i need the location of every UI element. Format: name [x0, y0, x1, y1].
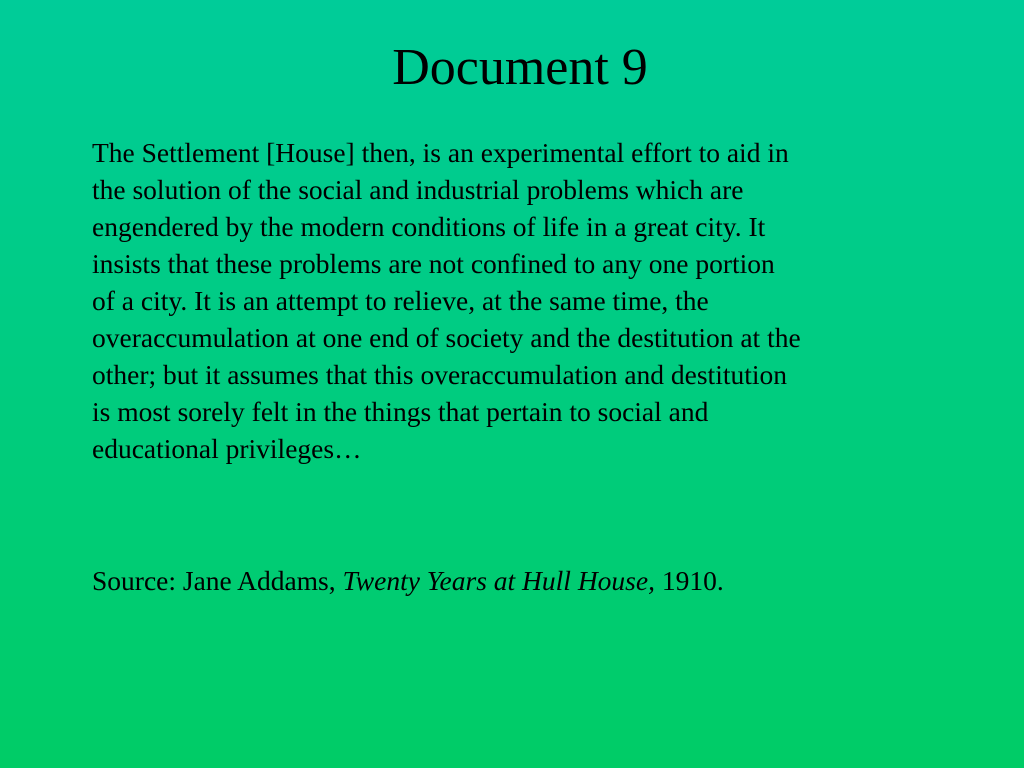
- quote-line: is most sorely felt in the things that pertain to social and: [92, 396, 709, 427]
- quote-body: [92, 134, 982, 467]
- quote-line: other; but it assumes that this overaccumulation and destitution: [92, 359, 788, 390]
- source-citation: [92, 562, 982, 599]
- quote-line: of a city. It is an attempt to relieve, at the same time, the: [92, 285, 709, 316]
- source-book-title: Twenty Years at Hull House,: [342, 565, 655, 596]
- source-year: 1910.: [654, 565, 724, 596]
- slide-title: Document 9: [392, 39, 648, 96]
- quote-line: engendered by the modern conditions of life in a great city. It: [92, 211, 766, 242]
- quote-line: overaccumulation at one end of society and the destitution at the: [92, 322, 801, 353]
- quote-line: educational privileges…: [92, 433, 362, 464]
- quote-line: insists that these problems are not confined to any one portion: [92, 248, 775, 279]
- quote-line: the solution of the social and industrial problems which are: [92, 174, 744, 205]
- source-prefix: Source: Jane Addams,: [92, 565, 343, 596]
- quote-line: The Settlement [House] then, is an experimental effort to aid in: [92, 137, 789, 168]
